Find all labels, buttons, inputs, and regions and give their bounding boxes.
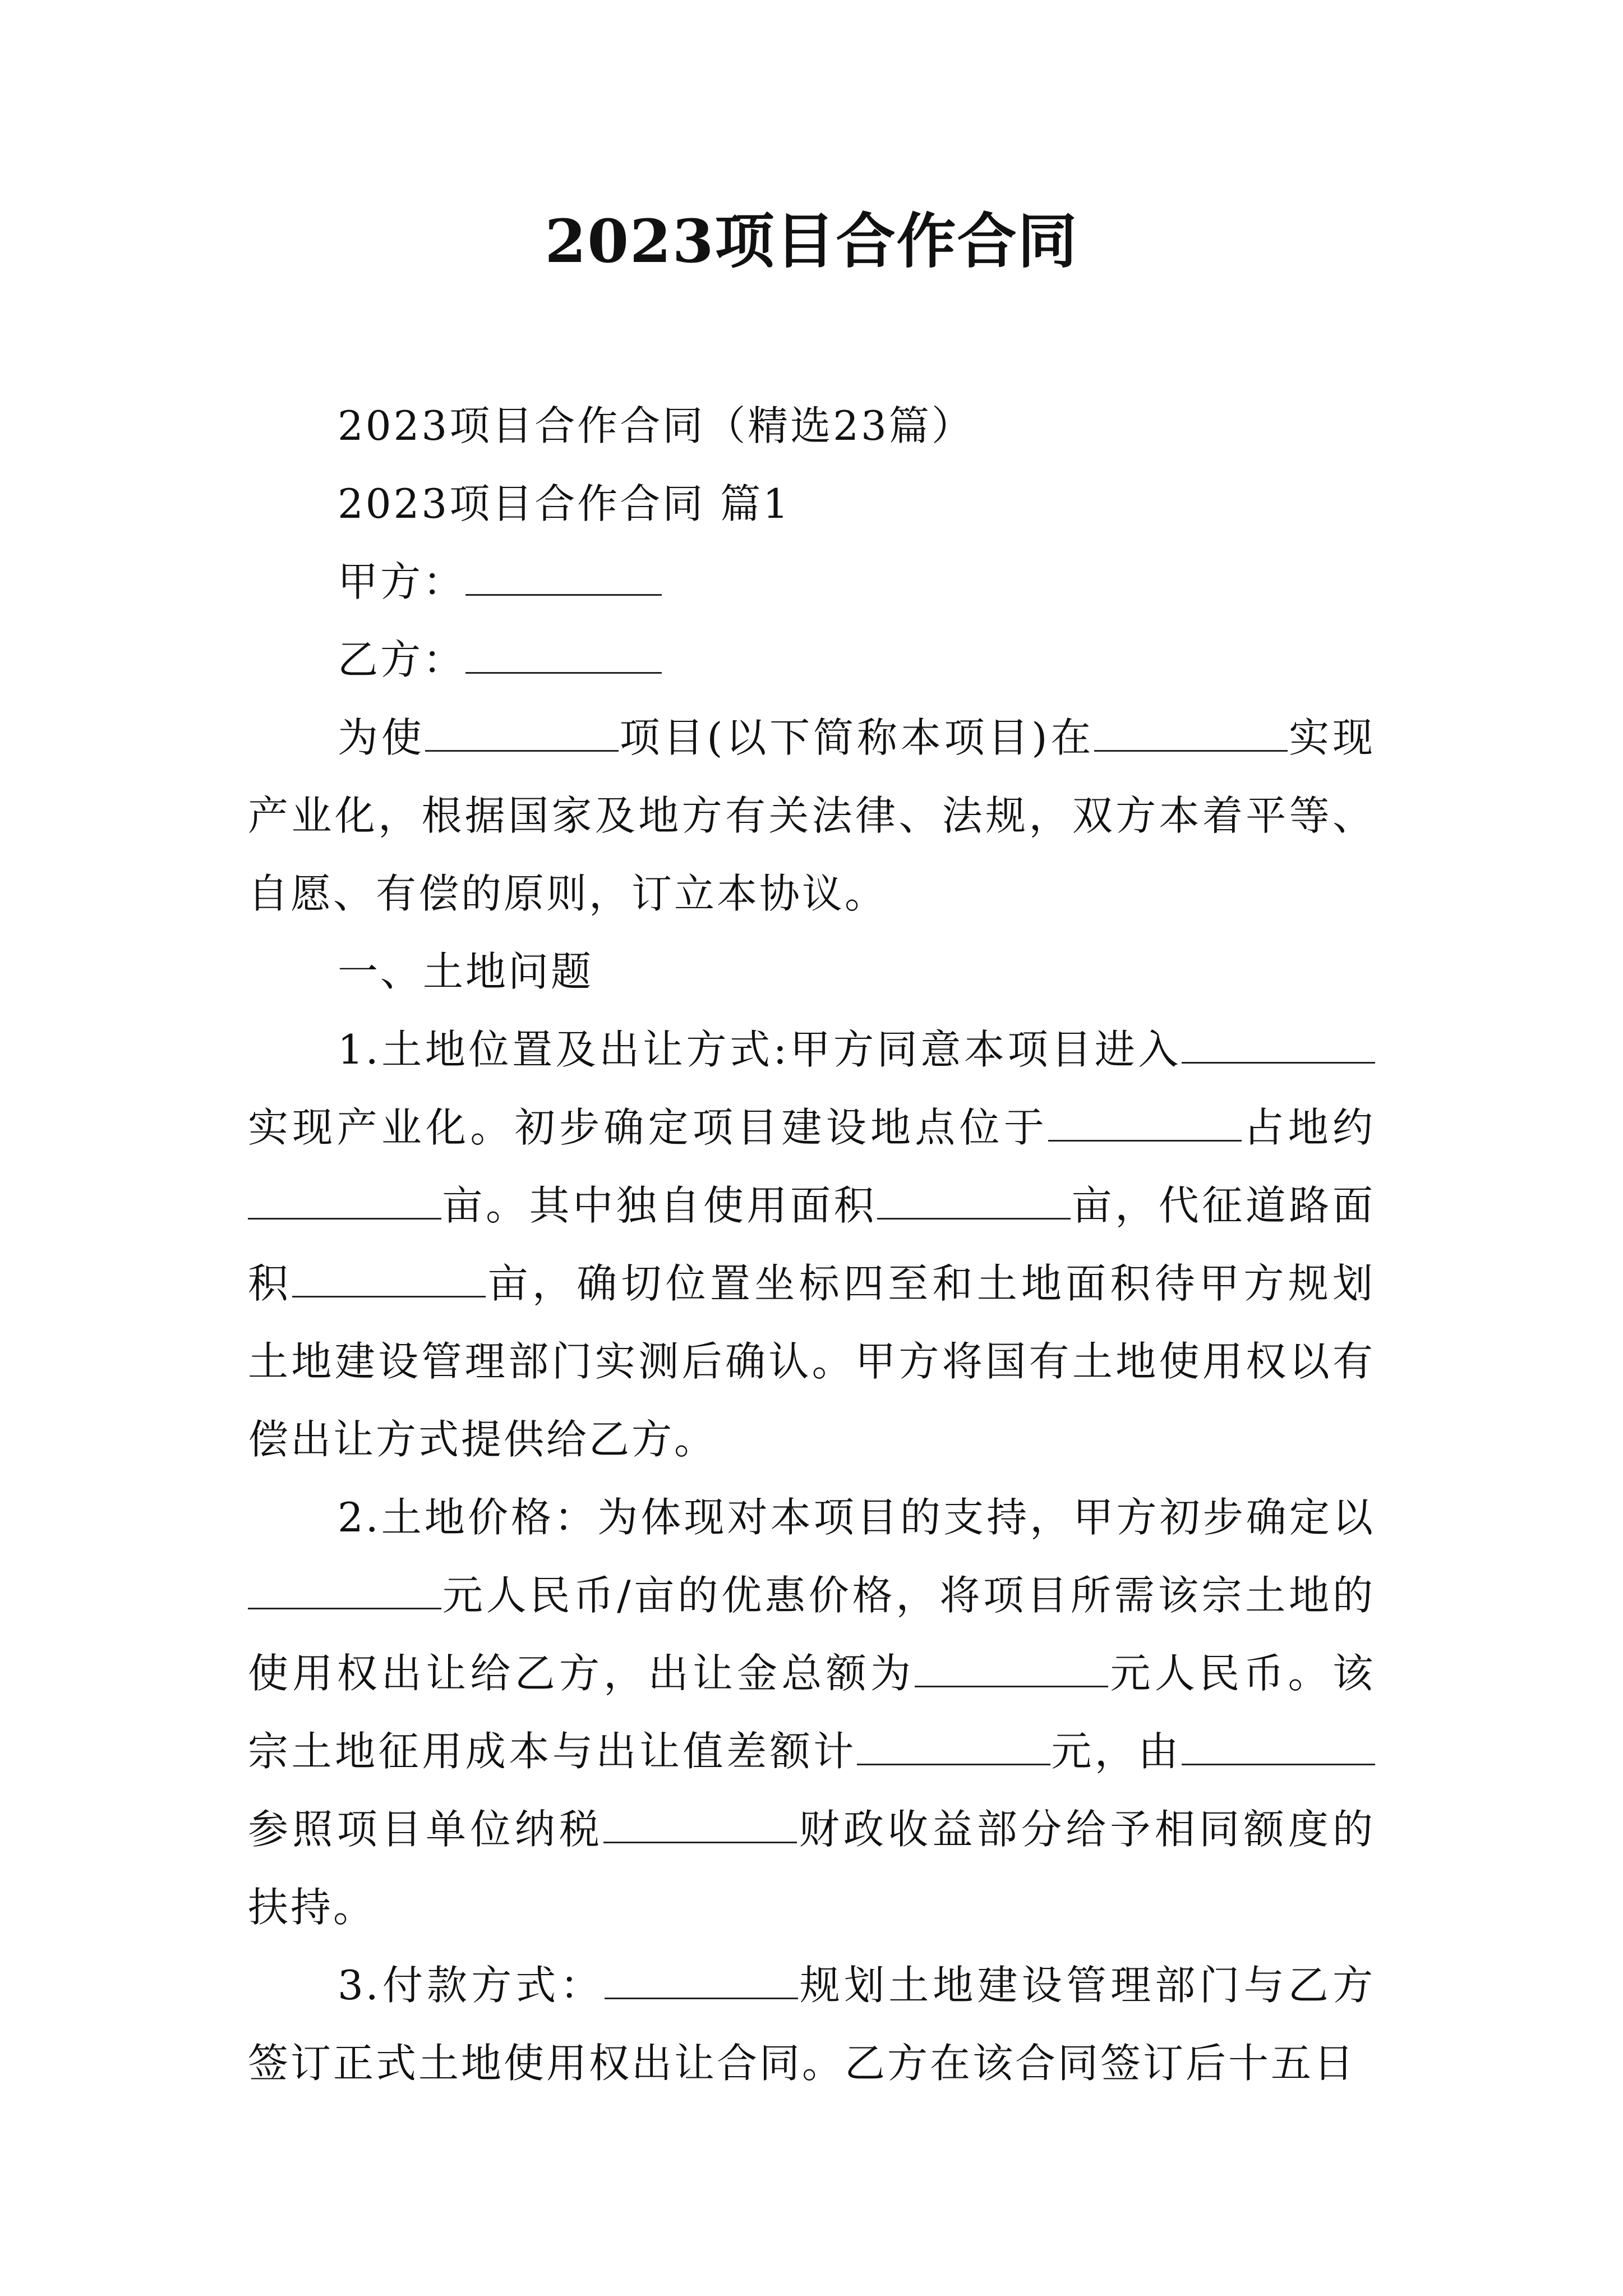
clause-2-text-6: 财政收益部分给予相同额度的扶持。 bbox=[248, 1806, 1375, 1931]
party-b-label: 乙方： bbox=[338, 636, 466, 683]
party-b-blank bbox=[465, 641, 662, 674]
blank-field bbox=[857, 1732, 1050, 1765]
blank-field bbox=[603, 1810, 797, 1843]
clause-1-text-2: 实现产业化。初步确定项目建设地点位于 bbox=[248, 1104, 1049, 1151]
document-title: 2023项目合作合同 bbox=[545, 206, 1078, 276]
section-heading: 2023项目合作合同 篇1 bbox=[338, 480, 791, 527]
clause-2-text-4: 元，由 bbox=[1050, 1728, 1182, 1775]
blank-field bbox=[425, 719, 619, 752]
blank-field bbox=[1048, 1108, 1242, 1142]
clause-2-text-1: 2.土地价格：为体现对本项目的支持，甲方初步确定以 bbox=[338, 1494, 1375, 1541]
party-a-line bbox=[248, 543, 1375, 621]
clause-3-text-2: 规划土地建设管理部门与乙方签订正式土地使用权出让合同。乙方在该合同签订后十五日 bbox=[248, 1962, 1375, 2087]
clause-2-text-2: 元人民币/亩的优惠价格，将项目所需该宗土地的使用权出让给乙方，出让金总额为 bbox=[248, 1572, 1375, 1697]
party-a-label: 甲方： bbox=[338, 558, 466, 605]
blank-field bbox=[877, 1186, 1071, 1220]
blank-field bbox=[248, 1576, 441, 1609]
party-b-line bbox=[248, 621, 1375, 699]
blank-field bbox=[292, 1264, 486, 1297]
preamble-paragraph bbox=[248, 699, 1375, 933]
clause-2-paragraph bbox=[248, 1479, 1375, 1947]
heading-land-issues: 一、土地问题 bbox=[338, 948, 594, 995]
clause-1-text-4: 亩。其中独自使用面积 bbox=[441, 1182, 878, 1229]
blank-field bbox=[1182, 1732, 1375, 1765]
clause-1-text-5: 亩，代征道路面积 bbox=[248, 1182, 1375, 1307]
clause-1-text-1: 1.土地位置及出让方式:甲方同意本项目进入 bbox=[338, 1026, 1182, 1073]
blank-field bbox=[605, 1966, 798, 1999]
preamble-text-2: 项目(以下简称本项目)在 bbox=[618, 714, 1095, 761]
party-a-blank bbox=[465, 563, 662, 596]
clause-3-paragraph bbox=[248, 1947, 1375, 2102]
subtitle: 2023项目合作合同（精选23篇） bbox=[338, 402, 974, 449]
preamble-text-1: 为使 bbox=[338, 714, 425, 761]
document-body bbox=[248, 387, 1375, 2102]
clause-1-text-6: 亩，确切位置坐标四至和土地面积待甲方规划土地建设管理部门实测后确认。甲方将国有土地使用权以有偿出让方式提供给乙方。 bbox=[248, 1260, 1375, 1463]
clause-2-text-3: 元人民币。该宗土地征用成本与出让值差额计 bbox=[248, 1650, 1375, 1775]
blank-field bbox=[1182, 1030, 1375, 1064]
clause-1-text-3: 占地约 bbox=[1242, 1104, 1375, 1151]
preamble-text-3: 实现产业化，根据国家及地方有关法律、法规，双方本着平等、自愿、有偿的原则，订立本协议。 bbox=[248, 714, 1375, 917]
clause-2-text-5: 参照项目单位纳税 bbox=[248, 1806, 604, 1853]
clause-3-text-1: 3.付款方式： bbox=[338, 1962, 605, 2009]
blank-field bbox=[248, 1186, 441, 1220]
blank-field bbox=[1094, 719, 1288, 752]
blank-field bbox=[915, 1654, 1108, 1687]
clause-1-paragraph bbox=[248, 1011, 1375, 1479]
